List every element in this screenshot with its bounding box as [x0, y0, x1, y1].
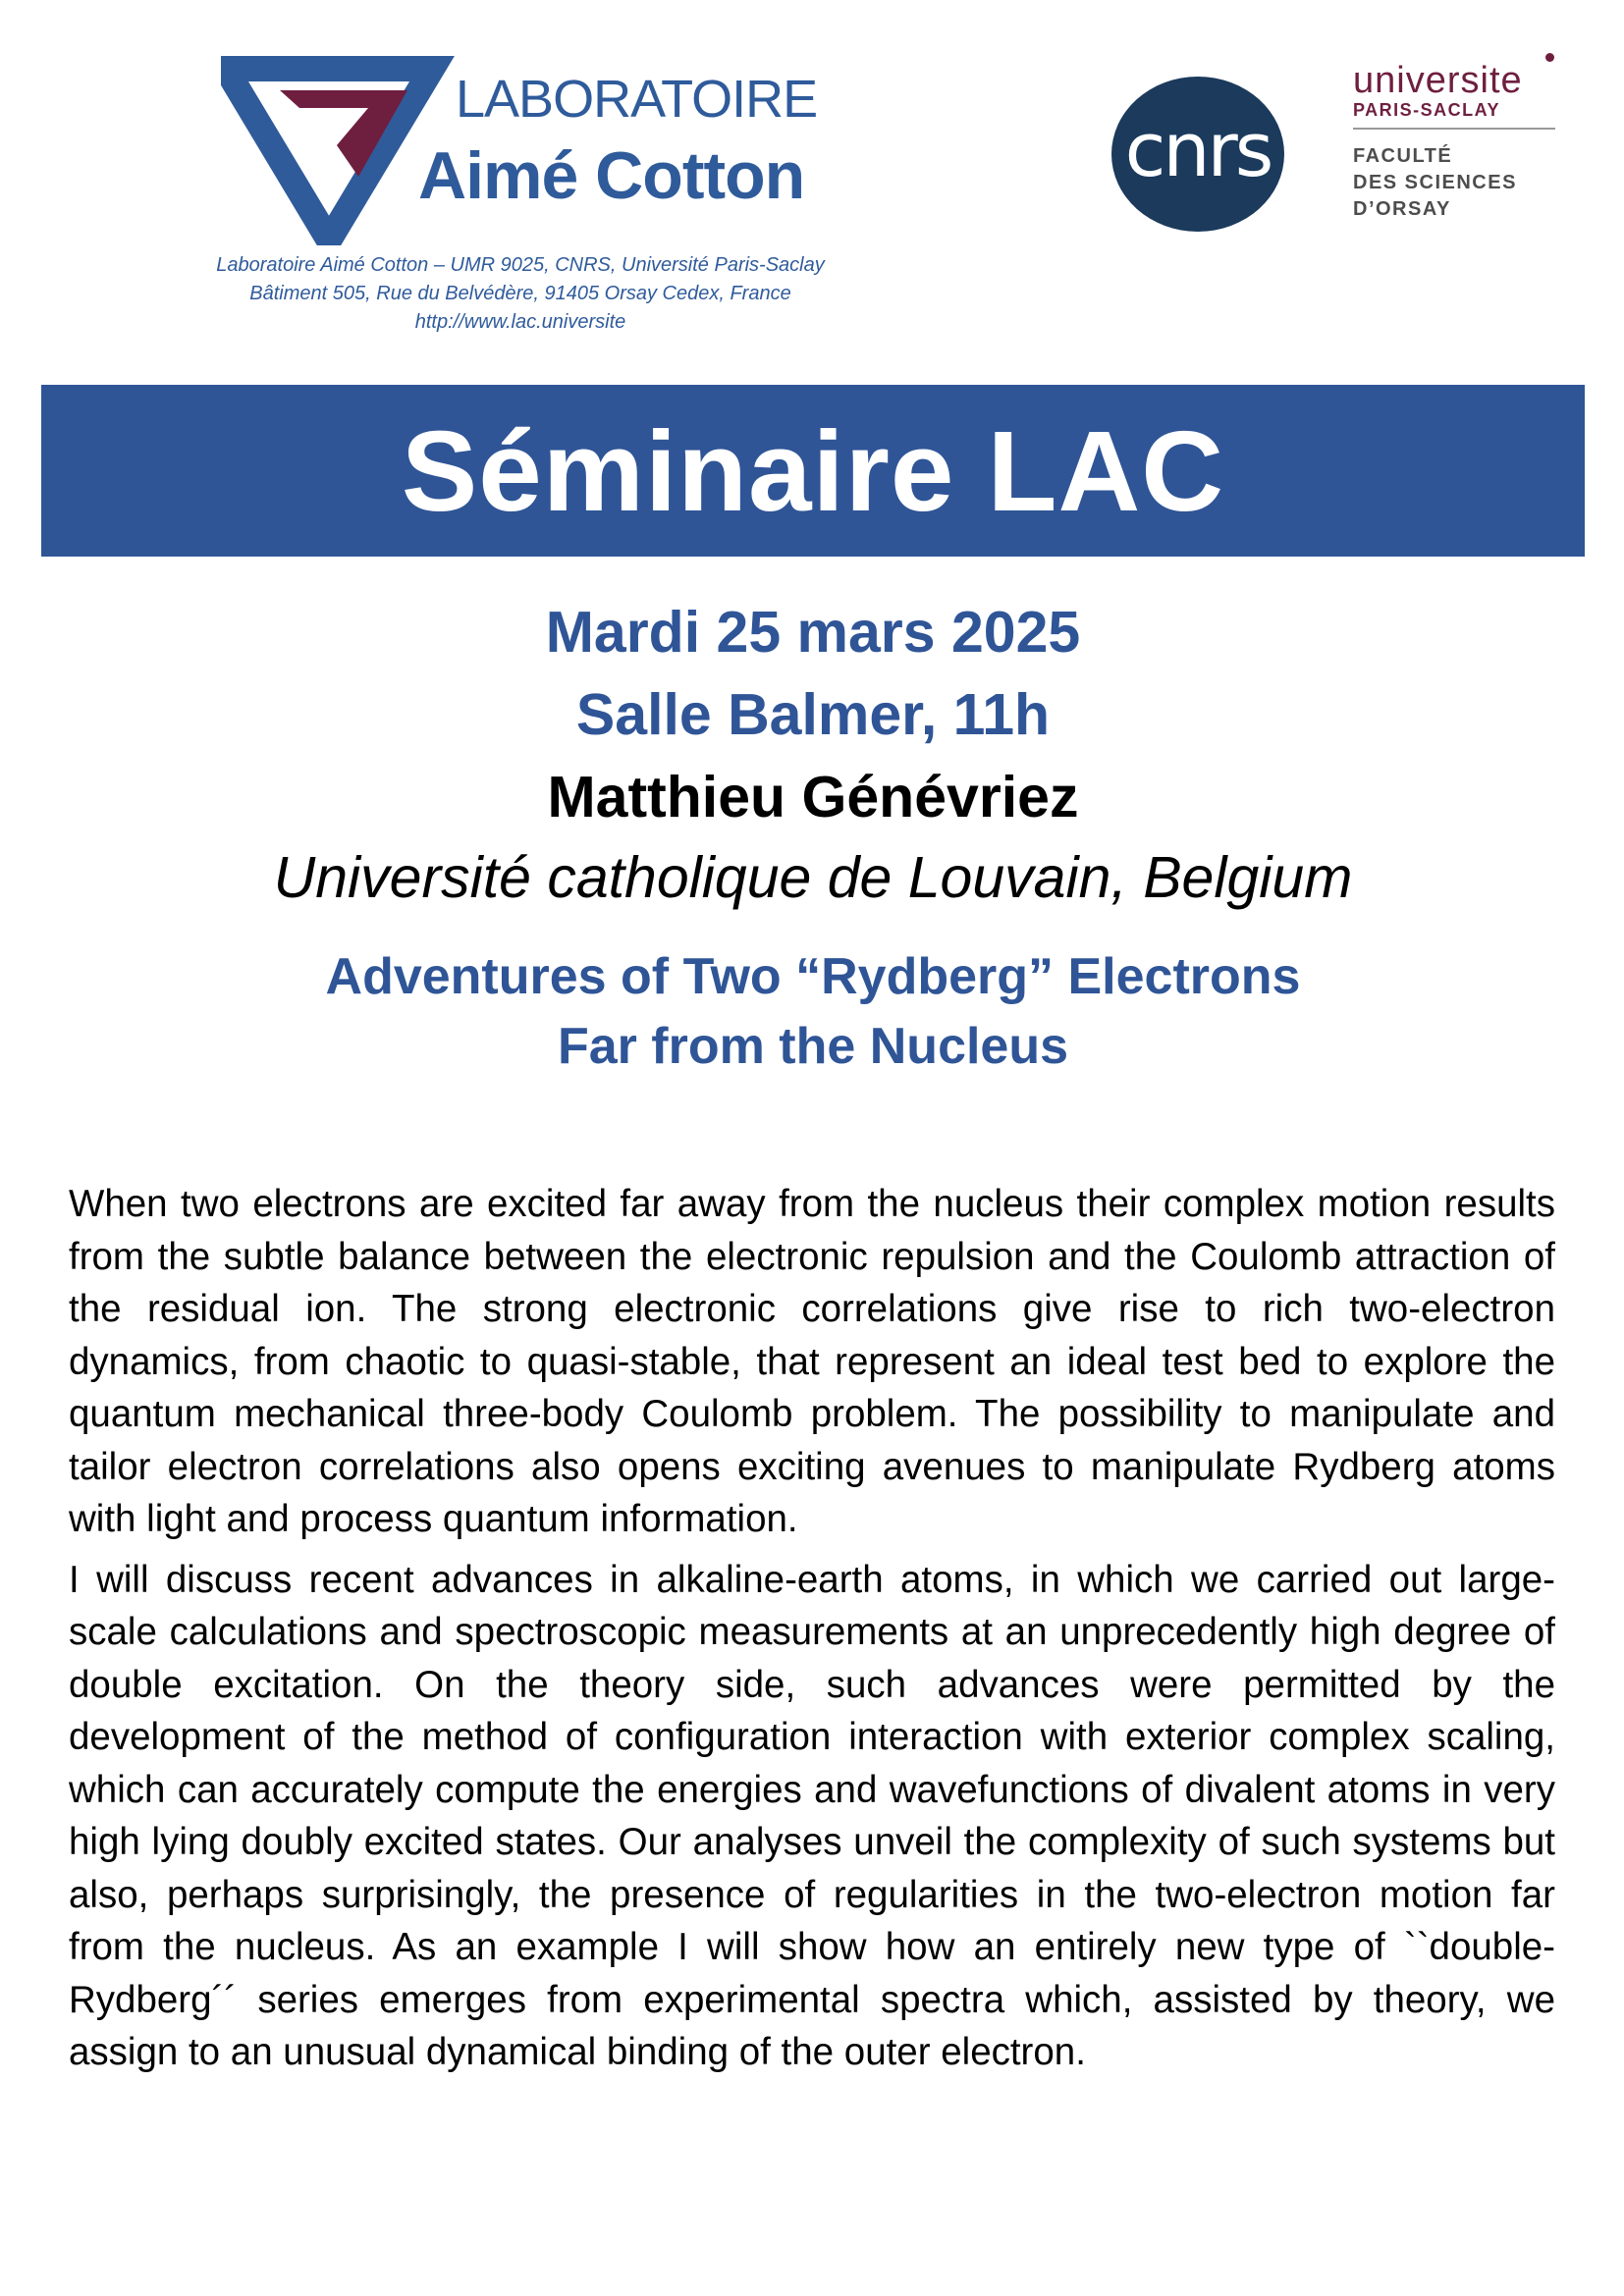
abstract-paragraph: I will discuss recent advances in alkaline-earth atoms, in which we carried out large-scale calculations and spectroscopic measurements at an unprecedently high degree of double excitation. On the theory side, such advances were permitted by the development of the method of configuration interaction with exterior complex scaling, which can accurately compute the energies and wavefunctions of divalent atoms in very high lying doubly excited states. Our analyses unveil the complexity of such systems but also, perhaps surprisingly, the presence of regularities in the two-electron motion far from the nucleus. As an example I will show how an entirely new type of ``double-Rydberg´´ series emerges from experimental spectra which, assisted by theory, we assign to an unusual dynamical binding of the outer electron.	[69, 1558, 1555, 2073]
banner-title: Séminaire LAC	[401, 406, 1225, 535]
talk-title-line: Adventures of Two “Rydberg” Electrons	[325, 948, 1301, 1005]
speaker-affiliation: Université catholique de Louvain, Belgium	[273, 845, 1353, 910]
abstract	[69, 1178, 1555, 2087]
lab-website-link[interactable]: http://www.lac.universite	[414, 311, 626, 333]
cnrs-logo	[1111, 77, 1284, 232]
event-date: Mardi 25 mars 2025	[545, 600, 1081, 665]
faculty-line: FACULTÉ	[1353, 145, 1453, 167]
faculty-line: D’ORSAY	[1353, 198, 1451, 220]
cnrs-logo-text: cnrs	[1124, 105, 1272, 193]
university-name: universite	[1353, 61, 1564, 100]
lab-name-line1: LABORATOIRE	[456, 70, 818, 129]
logo-divider	[1353, 128, 1555, 130]
talk-title	[41, 942, 1585, 1082]
address-line: Laboratoire Aimé Cotton – UMR 9025, CNRS, Université Paris-Saclay	[216, 254, 825, 276]
address-line: Bâtiment 505, Rue du Belvédère, 91405 Orsay Cedex, France	[249, 283, 791, 304]
speaker-name: Matthieu Génévriez	[547, 765, 1079, 829]
lab-address	[128, 251, 913, 337]
universite-paris-saclay-logo	[1353, 61, 1564, 223]
accent-dot-icon	[1545, 53, 1554, 62]
talk-title-line: Far from the Nucleus	[557, 1018, 1069, 1075]
seminar-banner	[41, 385, 1585, 557]
event-room-time: Salle Balmer, 11h	[575, 682, 1051, 747]
lab-name-line2: Aimé Cotton	[418, 138, 805, 213]
university-subtitle: PARIS-SACLAY	[1353, 100, 1501, 120]
abstract-paragraph: When two electrons are excited far away from the nucleus their complex motion results from the subtle balance between the electronic repulsion and the Coulomb attraction of the residual ion. The strong electronic correlations give rise to rich two-electron dynamics, from chaotic to quasi-stable, that represent an ideal test bed to explore the quantum mechanical three-body Coulomb problem. The possibility to manipulate and tailor electron correlations also opens exciting avenues to manipulate Rydberg atoms with light and process quantum information.	[69, 1183, 1555, 1540]
faculty-line: DES SCIENCES	[1353, 172, 1517, 193]
